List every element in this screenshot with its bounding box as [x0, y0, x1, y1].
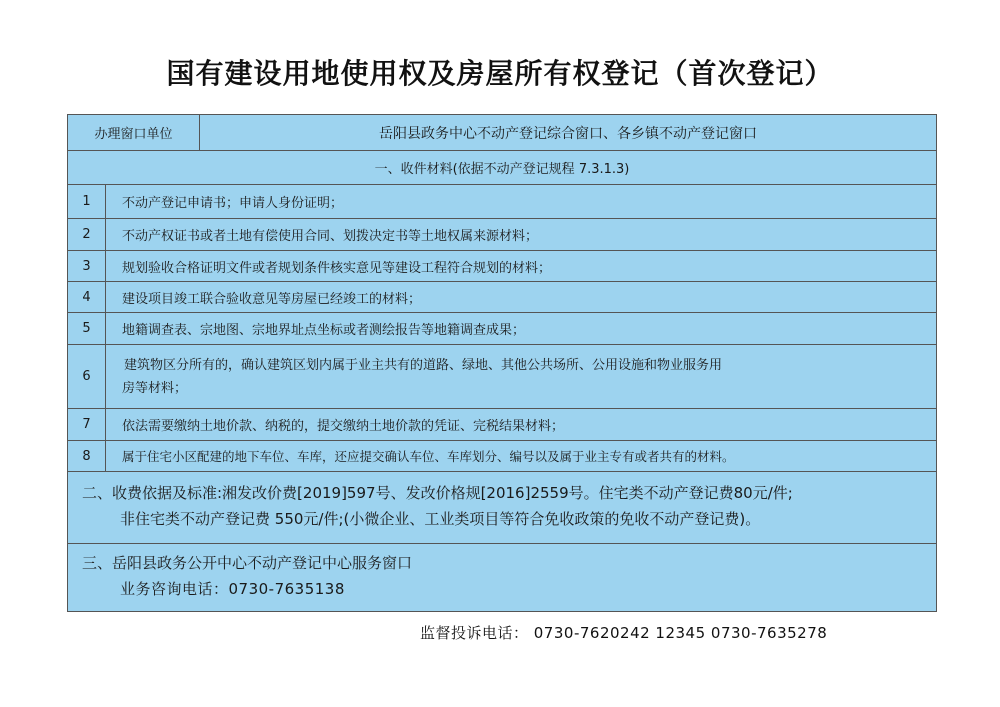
page-title: 国有建设用地使用权及房屋所有权登记（首次登记）: [166, 57, 834, 90]
materials-heading: 一、收件材料(依据不动产登记规程 7.3.1.3): [374, 162, 630, 177]
item-text-line: 房等材料；: [122, 381, 188, 396]
table-row: [68, 441, 936, 472]
item-text: [106, 345, 936, 408]
table-row: [68, 313, 936, 345]
service-section: [68, 544, 936, 611]
service-row: [68, 544, 936, 611]
item-text: 属于住宅小区配建的地下车位、车库，还应提交确认车位、车库划分、编号以及属于业主专有或者共有的材料。: [122, 449, 735, 464]
item-text: 建设项目竣工联合验收意见等房屋已经竣工的材料；: [122, 291, 422, 307]
table-row: [68, 409, 936, 441]
item-text: 不动产登记申请书；申请人身份证明；: [122, 196, 344, 211]
service-title: 三、岳阳县政务公开中心不动产登记中心服务窗口: [82, 554, 413, 572]
fee-line: 非住宅类不动产登记费 550元/件;(小微企业、工业类项目等符合免收政策的免收不动产登记费)。: [120, 510, 761, 528]
table-row: [68, 345, 936, 409]
item-number: 6: [68, 345, 106, 408]
fee-row: [68, 472, 936, 544]
complaint-hotline: 监督投诉电话： 0730-7620242 12345 0730-7635278: [420, 624, 828, 642]
item-number: 7: [68, 409, 106, 440]
item-number: 5: [68, 313, 106, 344]
table-row: [68, 185, 936, 219]
materials-heading-row: [68, 151, 936, 185]
item-text: 依法需要缴纳土地价款、纳税的，提交缴纳土地价款的凭证、完税结果材料；: [122, 419, 565, 434]
item-text-line: 建筑物区分所有的，确认建筑区划内属于业主共有的道路、绿地、其他公共场所、公用设施和物业服务用: [124, 358, 723, 373]
table-row: [68, 251, 936, 282]
item-number: 1: [68, 185, 106, 218]
table-row: [68, 282, 936, 313]
table-row: [68, 219, 936, 251]
fee-line: 二、收费依据及标准:湘发改价费[2019]597号、发改价格规[2016]2559号。住宅类不动产登记费80元/件;: [82, 484, 793, 502]
fee-section: [68, 472, 936, 543]
office-value: 岳阳县政务中心不动产登记综合窗口、各乡镇不动产登记窗口: [379, 125, 757, 142]
item-number: 2: [68, 219, 106, 250]
info-table: [67, 114, 937, 612]
item-text: 地籍调查表、宗地图、宗地界址点坐标或者测绘报告等地籍调查成果；: [122, 323, 526, 338]
office-label: 办理窗口单位: [68, 115, 200, 150]
item-text: 不动产权证书或者土地有偿使用合同、划拨决定书等土地权属来源材料；: [122, 229, 539, 244]
service-phone: 业务咨询电话：0730-7635138: [120, 580, 345, 598]
office-row: [68, 115, 936, 151]
item-text: 规划验收合格证明文件或者规划条件核实意见等建设工程符合规划的材料；: [122, 260, 552, 276]
item-number: 4: [68, 282, 106, 312]
item-number: 8: [68, 441, 106, 471]
item-number: 3: [68, 251, 106, 281]
